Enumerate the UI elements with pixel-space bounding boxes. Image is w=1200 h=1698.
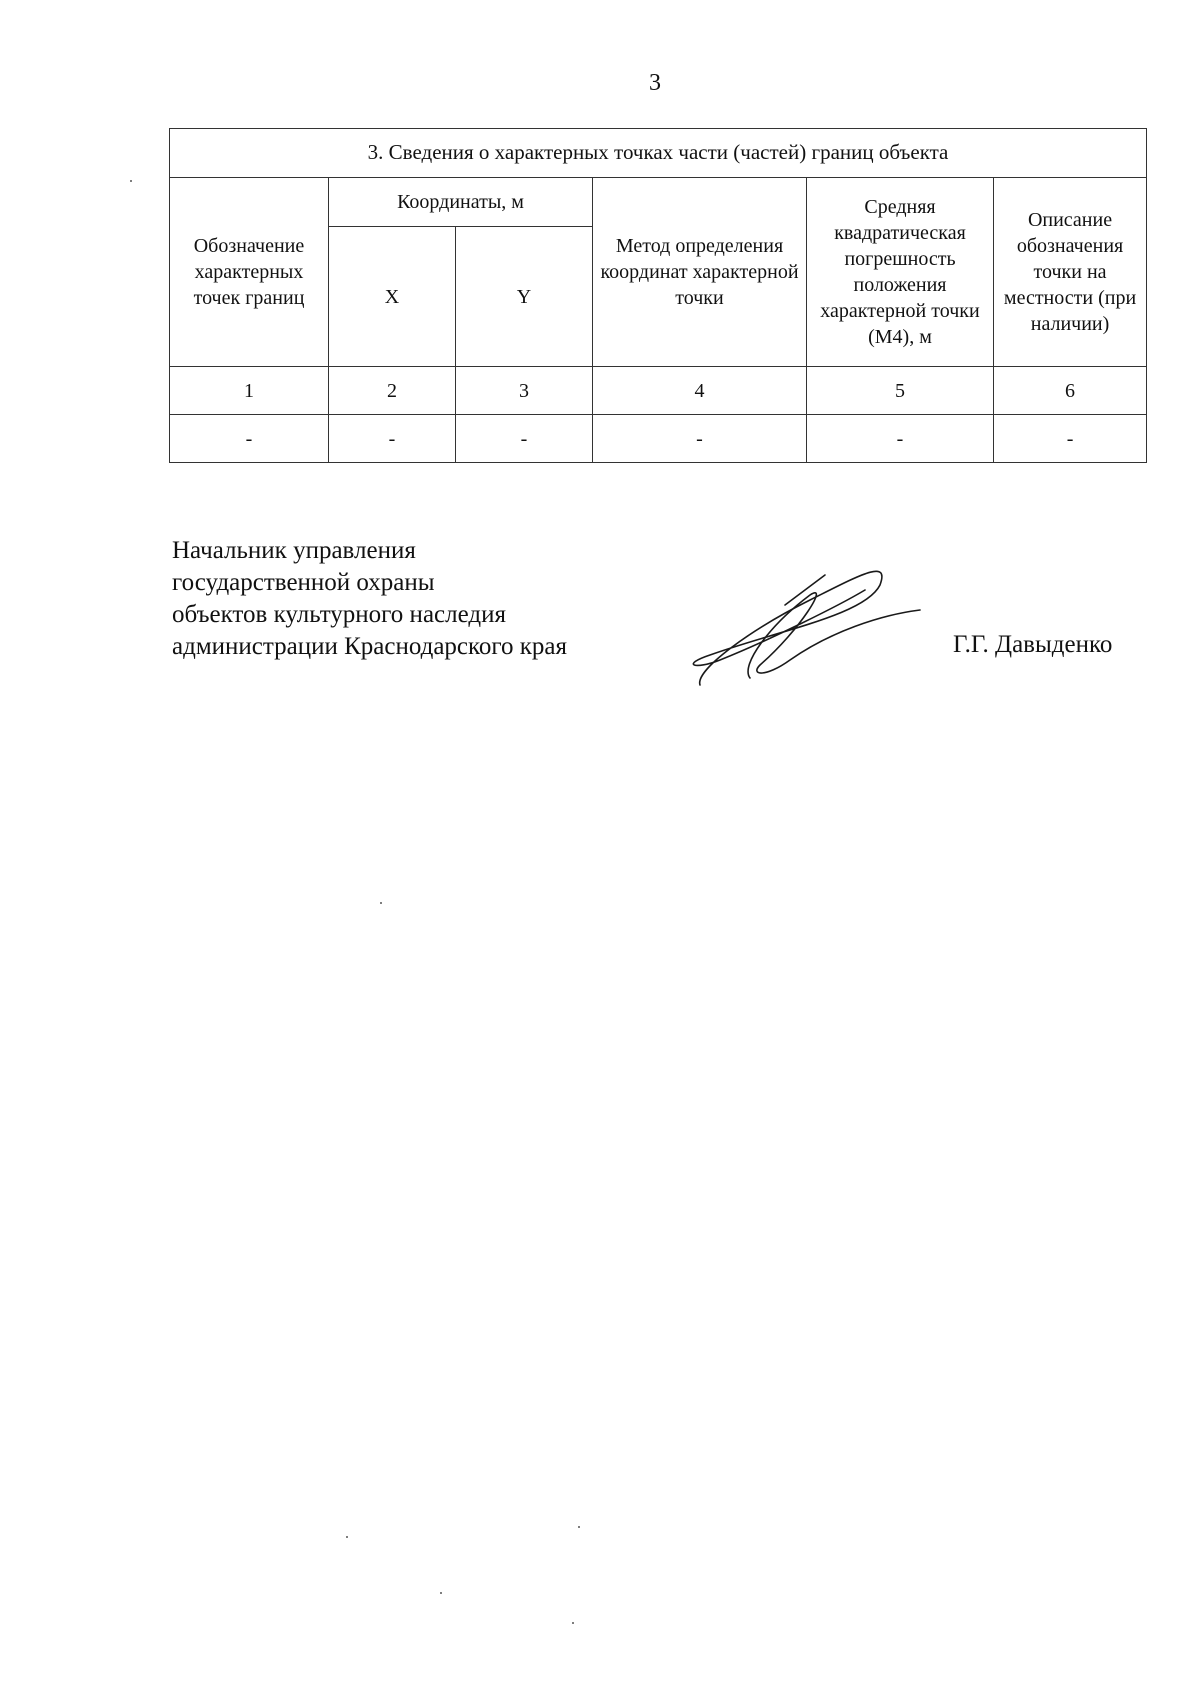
scan-speck (578, 1526, 580, 1528)
table-title: 3. Сведения о характерных точках части (частей) границ объекта (170, 129, 1147, 178)
header-designation: Обозначение характерных точек границ (170, 178, 329, 367)
column-number: 5 (807, 367, 994, 415)
scan-speck (572, 1622, 574, 1624)
header-x: X (329, 227, 456, 367)
header-coordinates: Координаты, м (329, 178, 593, 227)
column-number: 1 (170, 367, 329, 415)
scan-speck (440, 1592, 442, 1594)
table-cell: - (593, 415, 807, 463)
position-line: объектов культурного наследия (172, 601, 506, 628)
table-cell: - (807, 415, 994, 463)
table-cell: - (329, 415, 456, 463)
scan-speck (130, 180, 132, 182)
table-row (170, 415, 1147, 463)
characteristic-points-table (169, 128, 1147, 463)
header-error: Средняя квадратическая погрешность положения характерной точки (М4), м (807, 178, 994, 367)
signatory-position (172, 535, 567, 663)
scan-speck (346, 1536, 348, 1538)
position-line: государственной охраны (172, 569, 435, 596)
header-y: Y (456, 227, 593, 367)
column-number: 3 (456, 367, 593, 415)
signer-name: Г.Г. Давыденко (953, 631, 1113, 658)
table-cell: - (994, 415, 1147, 463)
handwritten-signature (690, 560, 930, 690)
scan-speck (380, 902, 382, 904)
position-line: Начальник управления (172, 537, 416, 564)
column-numbers-row (170, 367, 1147, 415)
column-number: 2 (329, 367, 456, 415)
page-number: 3 (649, 70, 661, 96)
table-cell: - (456, 415, 593, 463)
column-number: 6 (994, 367, 1147, 415)
header-method: Метод определения координат характерной точки (593, 178, 807, 367)
position-line: администрации Краснодарского края (172, 633, 568, 660)
table-cell: - (170, 415, 329, 463)
header-description: Описание обозначения точки на местности (при наличии) (994, 178, 1147, 367)
column-number: 4 (593, 367, 807, 415)
